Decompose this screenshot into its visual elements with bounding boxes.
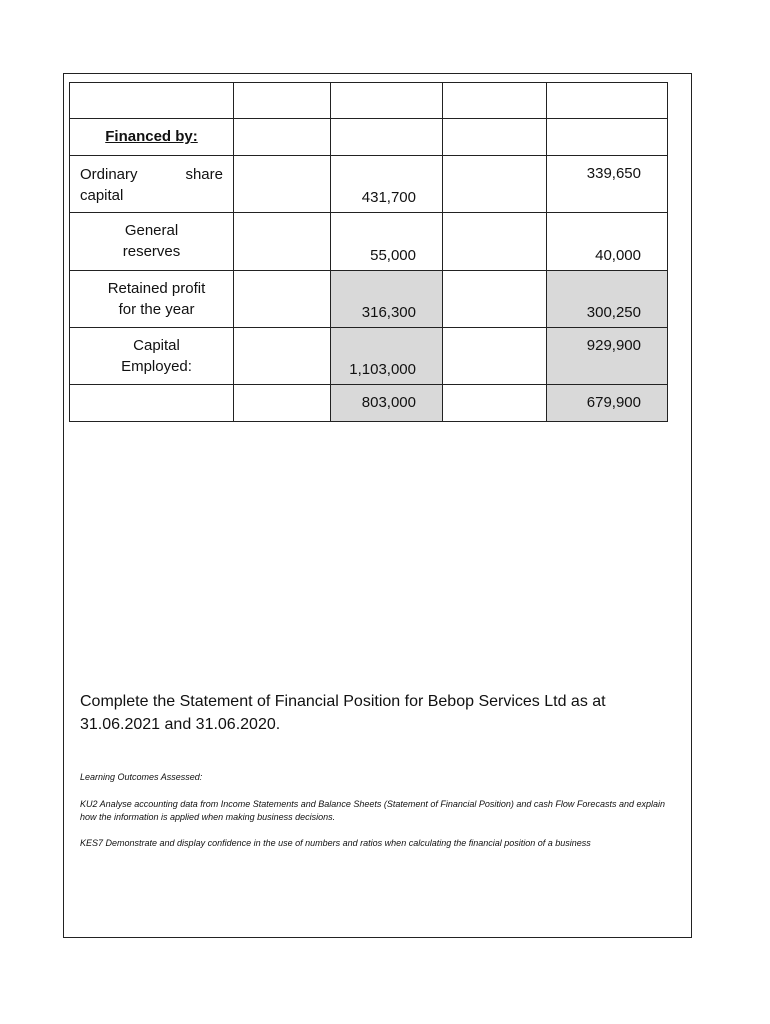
table-cell <box>443 328 547 385</box>
value-ordinary-share-2020: 339,650 <box>586 165 641 182</box>
table-cell <box>443 385 547 422</box>
value-retained-profit-2020: 300,250 <box>586 304 641 321</box>
table-cell <box>331 271 443 328</box>
table-cell <box>443 213 547 271</box>
table-cell <box>331 385 443 422</box>
table-cell <box>331 119 443 156</box>
table-cell <box>331 83 443 119</box>
row-label-retained-profit: Retained profit for the year <box>70 271 234 328</box>
table-cell <box>547 83 668 119</box>
value-ordinary-share-2021: 431,700 <box>361 189 416 206</box>
value-general-reserves-2021: 55,000 <box>370 247 416 264</box>
table-cell <box>547 385 668 422</box>
value-bottom-2020: 679,900 <box>586 394 641 411</box>
row-label-capital-employed: Capital Employed: <box>70 328 234 385</box>
table-row <box>70 156 668 213</box>
table-cell <box>547 328 668 385</box>
row-label-ordinary-share-capital: Ordinary share capital <box>70 156 234 213</box>
learning-outcomes-title: Learning Outcomes Assessed: <box>80 772 203 782</box>
financed-by-heading: Financed by: <box>70 119 234 156</box>
financial-position-table <box>69 82 668 422</box>
table-cell <box>547 119 668 156</box>
table-cell <box>547 213 668 271</box>
value-capital-employed-2021: 1,103,000 <box>349 361 416 378</box>
table-cell <box>443 156 547 213</box>
table-row <box>70 213 668 271</box>
table-cell <box>331 328 443 385</box>
table-cell <box>234 213 331 271</box>
table-cell <box>234 385 331 422</box>
table-cell <box>234 156 331 213</box>
table-row <box>70 271 668 328</box>
table-cell <box>547 271 668 328</box>
table-row <box>70 328 668 385</box>
table-cell <box>234 83 331 119</box>
table-cell <box>443 271 547 328</box>
table-cell <box>547 156 668 213</box>
table-row <box>70 385 668 422</box>
table-cell <box>443 119 547 156</box>
value-general-reserves-2020: 40,000 <box>595 247 641 264</box>
table-cell <box>70 83 234 119</box>
instruction-text: Complete the Statement of Financial Position for Bebop Services Ltd as at 31.06.2021 and 31.06.2020. <box>80 693 606 733</box>
table-cell <box>234 328 331 385</box>
table-cell <box>443 83 547 119</box>
value-retained-profit-2021: 316,300 <box>361 304 416 321</box>
table-row <box>70 119 668 156</box>
table-cell <box>70 385 234 422</box>
table-header-row <box>70 83 668 119</box>
table-cell <box>331 213 443 271</box>
table-cell <box>331 156 443 213</box>
value-capital-employed-2020: 929,900 <box>586 337 641 354</box>
learning-outcome-ku2: KU2 Analyse accounting data from Income Statements and Balance Sheets (Statement of Financial Position) and cash Flow Forecasts and explain how the information is applied when making business decisions. <box>80 799 665 822</box>
learning-outcome-kes7: KES7 Demonstrate and display confidence in the use of numbers and ratios when calculating the financial position of a business <box>80 838 591 848</box>
row-label-general-reserves: General reserves <box>70 213 234 271</box>
value-bottom-2021: 803,000 <box>361 394 416 411</box>
table-cell <box>234 271 331 328</box>
table-cell <box>234 119 331 156</box>
